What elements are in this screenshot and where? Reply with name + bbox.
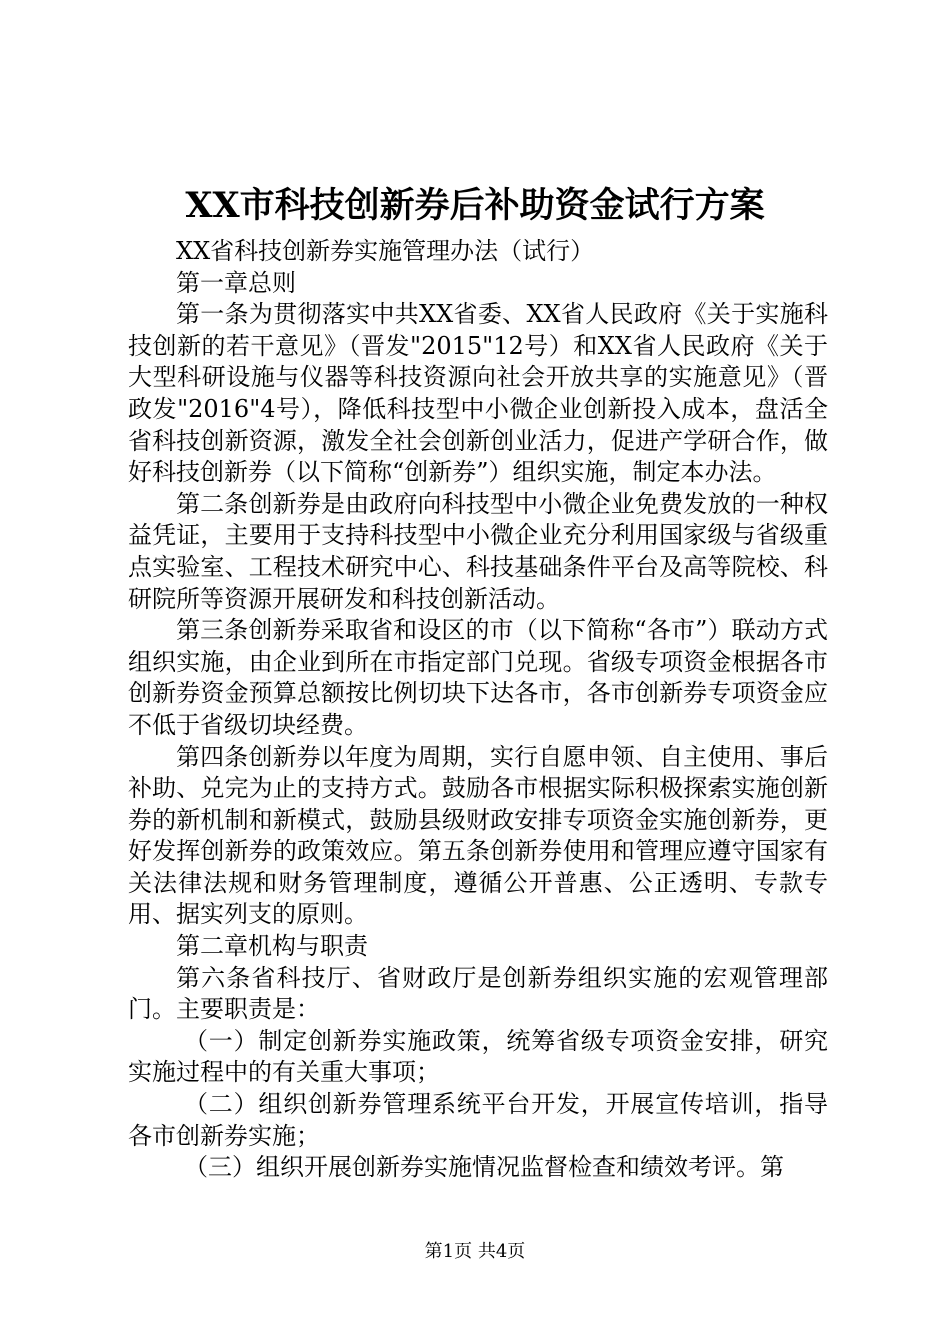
document-body [128, 236, 828, 1184]
subtitle-paragraph: XX省科技创新券实施管理办法（试行） [176, 237, 595, 265]
list-item: （二）组织创新券管理系统平台开发，开展宣传培训，指导各市创新券实施； [128, 1090, 828, 1150]
list-item: （一）制定创新券实施政策，统筹省级专项资金安排，研究实施过程中的有关重大事项； [128, 1026, 828, 1087]
chapter-heading: 第一章总则 [176, 268, 296, 297]
article-paragraph: 第四条创新券以年度为周期，实行自愿申领、自主使用、事后补助、兑完为止的支持方式。鼓励各市根据实际积极探索实施创新券的新机制和新模式，鼓励县级财政安排专项资金实施创新券，更好发挥创新券的政策效应。第五条创新券使用和管理应遵守国家有关法律法规和财务管理制度，遵循公开普惠、公正透明、专款专用、据实列支的原则。 [128, 742, 828, 929]
document-title: XX市科技创新券后补助资金试行方案 [185, 185, 765, 226]
article-paragraph: 第六条省科技厅、省财政厅是创新券组织实施的宏观管理部门。主要职责是： [128, 963, 828, 1024]
article-paragraph: 第一条为贯彻落实中共XX省委、XX省人民政府《关于实施科技创新的若干意见》（晋发"2015"12号）和XX省人民政府《关于大型科研设施与仪器等科技资源向社会开放共享的实施意见》（晋政发"2016"4号），降低科技型中小微企业创新投入成本，盘活全省科技创新资源，激发全社会创新创业活力，促进产学研合作，做好科技创新券（以下简称“创新券”）组织实施，制定本办法。 [128, 300, 828, 487]
page-number: 第1页 共4页 [424, 1241, 526, 1262]
list-item: （三）组织开展创新券实施情况监督检查和绩效考评。第 [184, 1153, 784, 1182]
article-paragraph: 第二条创新券是由政府向科技型中小微企业免费发放的一种权益凭证，主要用于支持科技型中小微企业充分利用国家级与省级重点实验室、工程技术研究中心、科技基础条件平台及高等院校、科研院所等资源开展研发和科技创新活动。 [128, 489, 828, 613]
article-paragraph: 第三条创新券采取省和设区的市（以下简称“各市”）联动方式组织实施，由企业到所在市指定部门兑现。省级专项资金根据各市创新券资金预算总额按比例切块下达各市，各市创新券专项资金应不低于省级切块经费。 [128, 616, 828, 739]
chapter-heading: 第二章机构与职责 [176, 932, 368, 961]
